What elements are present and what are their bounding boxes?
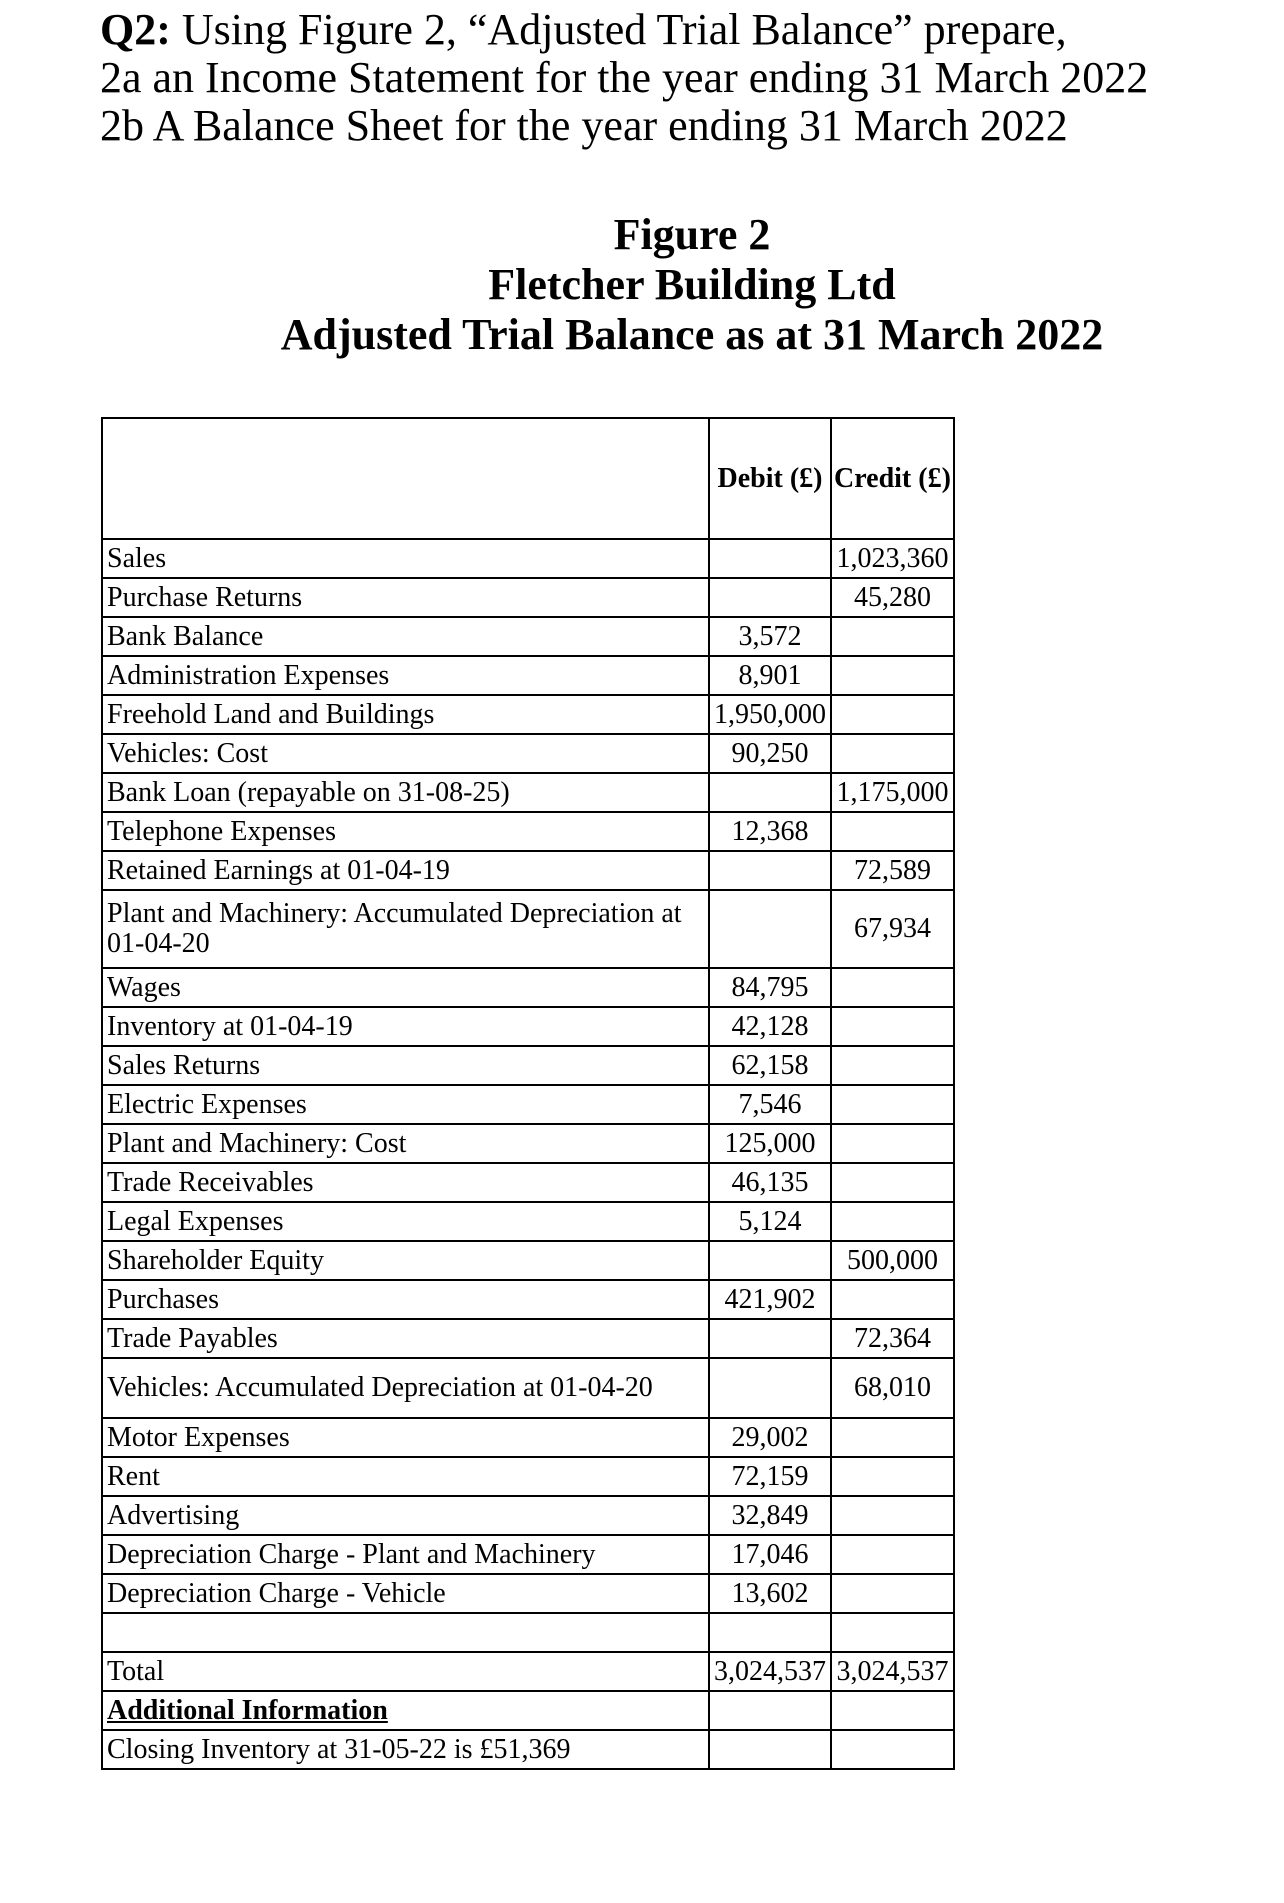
row-credit [831, 1535, 954, 1574]
row-label: Motor Expenses [102, 1418, 709, 1457]
row-credit: 45,280 [831, 578, 954, 617]
row-debit: 84,795 [709, 968, 831, 1007]
question-line-1 [100, 6, 1260, 54]
row-label: Sales Returns [102, 1046, 709, 1085]
row-credit [831, 1457, 954, 1496]
row-credit: 67,934 [831, 890, 954, 968]
question-line-2: 2a an Income Statement for the year ending 31 March 2022 [100, 53, 1149, 102]
row-label: Advertising [102, 1496, 709, 1535]
table-row [102, 1241, 954, 1280]
row-debit: 3,572 [709, 617, 831, 656]
row-credit [831, 1163, 954, 1202]
row-debit: 32,849 [709, 1496, 831, 1535]
row-debit [709, 539, 831, 578]
question-line-3: 2b A Balance Sheet for the year ending 31 March 2022 [100, 101, 1068, 150]
figure-title: Adjusted Trial Balance as at 31 March 2022 [280, 310, 1104, 359]
table-row [102, 812, 954, 851]
table-row [102, 1124, 954, 1163]
row-debit: 42,128 [709, 1007, 831, 1046]
table-row [102, 1535, 954, 1574]
row-debit: 17,046 [709, 1535, 831, 1574]
row-label: Vehicles: Cost [102, 734, 709, 773]
table-row [102, 1085, 954, 1124]
row-debit [709, 890, 831, 968]
table-row [102, 1496, 954, 1535]
row-credit [831, 1280, 954, 1319]
row-label: Rent [102, 1457, 709, 1496]
table-row [102, 1046, 954, 1085]
table-row [102, 617, 954, 656]
row-debit: 72,159 [709, 1457, 831, 1496]
table-row [102, 1358, 954, 1418]
table-row [102, 968, 954, 1007]
row-label: Depreciation Charge - Vehicle [102, 1574, 709, 1613]
table-row [102, 734, 954, 773]
row-label: Wages [102, 968, 709, 1007]
blank-cell [709, 1613, 831, 1652]
row-credit: 72,589 [831, 851, 954, 890]
row-debit [709, 851, 831, 890]
closing-inventory-note: Closing Inventory at 31-05-22 is £51,369 [102, 1730, 709, 1769]
table-row [102, 773, 954, 812]
row-label: Shareholder Equity [102, 1241, 709, 1280]
table-row [102, 1574, 954, 1613]
row-credit [831, 1085, 954, 1124]
blank-row [102, 1613, 954, 1652]
row-label: Purchase Returns [102, 578, 709, 617]
blank-cell [831, 1691, 954, 1730]
company-name: Fletcher Building Ltd [488, 260, 896, 309]
table-row [102, 1202, 954, 1241]
row-debit: 125,000 [709, 1124, 831, 1163]
row-label: Bank Balance [102, 617, 709, 656]
row-label: Plant and Machinery: Cost [102, 1124, 709, 1163]
header-debit: Debit (£) [709, 418, 831, 539]
question-line-1-text: Using Figure 2, “Adjusted Trial Balance” prepare, [170, 5, 1067, 54]
row-debit [709, 1358, 831, 1418]
row-debit: 7,546 [709, 1085, 831, 1124]
row-label: Plant and Machinery: Accumulated Depreciation at 01-04-20 [102, 890, 709, 968]
row-credit [831, 1418, 954, 1457]
row-label: Retained Earnings at 01-04-19 [102, 851, 709, 890]
closing-inventory-row [102, 1730, 954, 1769]
row-credit: 500,000 [831, 1241, 954, 1280]
row-label: Depreciation Charge - Plant and Machinery [102, 1535, 709, 1574]
row-debit: 46,135 [709, 1163, 831, 1202]
total-label: Total [102, 1652, 709, 1691]
row-credit [831, 1574, 954, 1613]
row-label: Vehicles: Accumulated Depreciation at 01-04-20 [102, 1358, 709, 1418]
table-row [102, 1319, 954, 1358]
table-row [102, 890, 954, 968]
row-credit: 1,175,000 [831, 773, 954, 812]
row-credit [831, 812, 954, 851]
row-debit: 8,901 [709, 656, 831, 695]
row-credit [831, 695, 954, 734]
row-credit: 68,010 [831, 1358, 954, 1418]
blank-cell [831, 1613, 954, 1652]
row-debit [709, 1241, 831, 1280]
figure-number: Figure 2 [613, 210, 771, 259]
table-header-row [102, 418, 954, 539]
row-label: Trade Receivables [102, 1163, 709, 1202]
table-row [102, 656, 954, 695]
row-debit: 1,950,000 [709, 695, 831, 734]
table-row [102, 1457, 954, 1496]
question-label: Q2: [100, 5, 171, 54]
row-debit [709, 578, 831, 617]
blank-cell [831, 1730, 954, 1769]
row-label: Telephone Expenses [102, 812, 709, 851]
row-label: Bank Loan (repayable on 31-08-25) [102, 773, 709, 812]
blank-cell [709, 1730, 831, 1769]
row-debit: 5,124 [709, 1202, 831, 1241]
trial-balance-table [101, 417, 955, 1770]
table-row [102, 851, 954, 890]
additional-info-row [102, 1691, 954, 1730]
row-credit [831, 1046, 954, 1085]
blank-cell [102, 1613, 709, 1652]
table-row [102, 695, 954, 734]
row-label: Purchases [102, 1280, 709, 1319]
row-credit [831, 1202, 954, 1241]
row-credit: 72,364 [831, 1319, 954, 1358]
row-credit: 1,023,360 [831, 539, 954, 578]
row-label: Administration Expenses [102, 656, 709, 695]
blank-cell [709, 1691, 831, 1730]
row-debit: 421,902 [709, 1280, 831, 1319]
row-debit: 13,602 [709, 1574, 831, 1613]
row-label: Legal Expenses [102, 1202, 709, 1241]
row-credit [831, 968, 954, 1007]
row-label: Trade Payables [102, 1319, 709, 1358]
row-credit [831, 1124, 954, 1163]
row-credit [831, 734, 954, 773]
row-debit [709, 1319, 831, 1358]
table-row [102, 578, 954, 617]
table-row [102, 1007, 954, 1046]
row-credit [831, 656, 954, 695]
row-debit: 62,158 [709, 1046, 831, 1085]
row-credit [831, 1007, 954, 1046]
table-row [102, 1163, 954, 1202]
total-credit: 3,024,537 [831, 1652, 954, 1691]
row-label: Inventory at 01-04-19 [102, 1007, 709, 1046]
table-row [102, 1280, 954, 1319]
row-debit: 90,250 [709, 734, 831, 773]
row-credit [831, 617, 954, 656]
row-label: Sales [102, 539, 709, 578]
question-text [100, 6, 1260, 150]
header-credit: Credit (£) [831, 418, 954, 539]
table-row [102, 539, 954, 578]
row-label: Freehold Land and Buildings [102, 695, 709, 734]
header-label-cell [102, 418, 709, 539]
row-debit: 29,002 [709, 1418, 831, 1457]
row-debit [709, 773, 831, 812]
row-label: Electric Expenses [102, 1085, 709, 1124]
total-debit: 3,024,537 [709, 1652, 831, 1691]
table-row [102, 1418, 954, 1457]
total-row [102, 1652, 954, 1691]
row-debit: 12,368 [709, 812, 831, 851]
additional-info-heading: Additional Information [102, 1691, 709, 1730]
row-credit [831, 1496, 954, 1535]
